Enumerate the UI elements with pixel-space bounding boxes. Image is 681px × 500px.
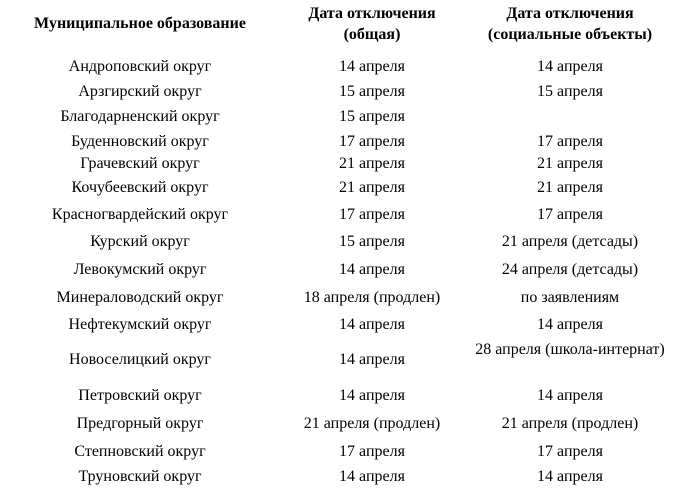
municipality-cell: Нефтекумский округ — [68, 316, 212, 333]
social-date-cell: 21 апреля (продлен) — [501, 415, 639, 432]
municipality-cell: Буденновский округ — [71, 133, 209, 150]
social-date-cell: 14 апреля — [537, 58, 603, 75]
municipality-cell: Андроповский округ — [68, 58, 212, 75]
social-date-cell: 21 апреля (детсады) — [501, 233, 639, 250]
municipality-cell: Кочубеевский округ — [71, 179, 209, 196]
social-date-cell: 14 апреля — [537, 468, 603, 485]
general-date-cell: 14 апреля — [339, 58, 405, 75]
general-date-cell: 14 апреля — [339, 261, 405, 278]
municipality-cell: Благодарненский округ — [60, 108, 220, 125]
general-date-cell: 21 апреля (продлен) — [303, 415, 441, 432]
municipality-cell: Арзгирский округ — [78, 83, 202, 100]
general-date-cell: 18 апреля (продлен) — [303, 289, 441, 306]
general-date-cell: 15 апреля — [339, 233, 405, 250]
social-date-cell: 28 апреля (школа-интернат) — [475, 341, 665, 358]
municipality-cell: Степновский округ — [74, 443, 206, 460]
general-date-cell: 17 апреля — [339, 206, 405, 223]
municipality-cell: Грачевский округ — [80, 155, 200, 172]
municipality-cell: Красногвардейский округ — [51, 206, 229, 223]
general-date-cell: 14 апреля — [339, 316, 405, 333]
general-date-cell: 15 апреля — [339, 108, 405, 125]
social-date-cell: 17 апреля — [537, 206, 603, 223]
social-date-cell: 21 апреля — [537, 155, 603, 172]
social-date-cell: 15 апреля — [537, 83, 603, 100]
municipality-cell: Петровский округ — [78, 387, 202, 404]
municipality-cell: Труновский округ — [78, 468, 202, 485]
general-date-cell: 17 апреля — [339, 443, 405, 460]
municipality-cell: Новоселицкий округ — [69, 351, 211, 368]
social-date-cell: 17 апреля — [537, 133, 603, 150]
municipality-cell: Курский округ — [90, 233, 190, 250]
header-social-date: Дата отключения (социальные объекты) — [487, 5, 653, 43]
social-date-cell: 21 апреля — [537, 179, 603, 196]
general-date-cell: 14 апреля — [339, 387, 405, 404]
general-date-cell: 14 апреля — [339, 351, 405, 368]
social-date-cell: 14 апреля — [537, 316, 603, 333]
social-date-cell: 24 апреля (детсады) — [501, 261, 639, 278]
social-date-cell: 17 апреля — [537, 443, 603, 460]
social-date-cell: по заявлениям — [520, 289, 620, 306]
general-date-cell: 21 апреля — [339, 155, 405, 172]
general-date-cell: 21 апреля — [339, 179, 405, 196]
municipality-cell: Левокумский округ — [73, 261, 207, 278]
municipality-cell: Минераловодский округ — [56, 289, 224, 306]
general-date-cell: 14 апреля — [339, 468, 405, 485]
municipality-cell: Предгорный округ — [76, 415, 204, 432]
general-date-cell: 15 апреля — [339, 83, 405, 100]
header-municipality: Муниципальное образование — [34, 15, 246, 32]
header-general-date: Дата отключения (общая) — [308, 5, 436, 43]
general-date-cell: 17 апреля — [339, 133, 405, 150]
social-date-cell: 14 апреля — [537, 387, 603, 404]
